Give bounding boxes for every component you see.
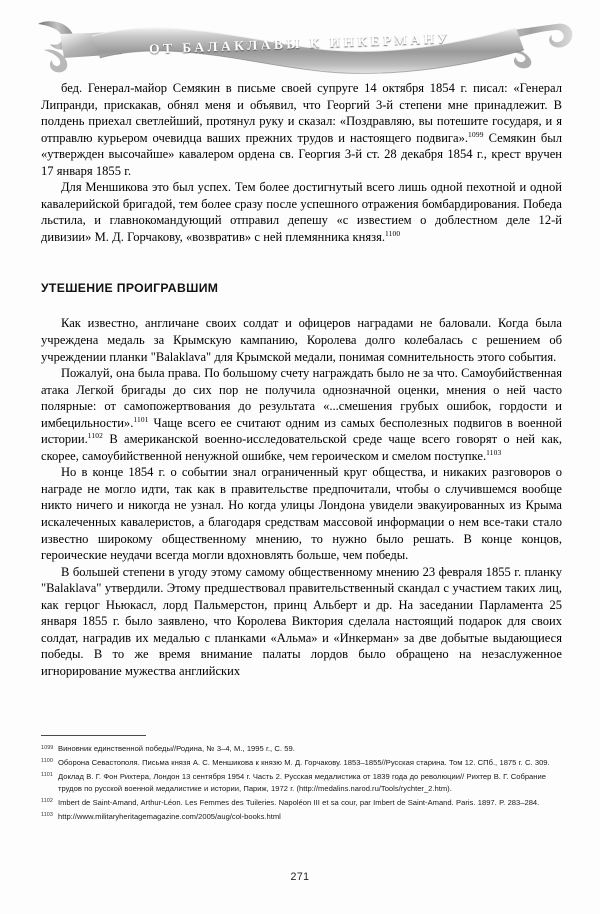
footnote-text: http://www.militaryheritagemagazine.com/2005/aug/col-books.html (58, 811, 281, 821)
paragraph-4-part-c: В американской военно-исследовательской среде чаще всего говорят о ней как, скорее, самоубийственной ненужной ошибке, чем героическом и смелом поступке. (41, 432, 562, 463)
section-heading: УТЕШЕНИЕ ПРОИГРАВШИМ (41, 281, 219, 296)
footnote-number: 1101 (41, 772, 53, 779)
paragraph-4-part-a: Пожалуй, она была права. По большому счету награждать было не за что. Самоубийственная атака Легкой бригады до сих пор не получила однозначной оценки, мнения о ней часто полярные: от самопожертвования до результата «...смешения грубых ошибок, гордости и имбецильности». (41, 366, 562, 430)
heading-spacer-top (41, 245, 562, 281)
footnote-ref-1103[interactable]: 1103 (486, 447, 502, 457)
paragraph-1 (41, 80, 562, 179)
footnote-number: 1103 (41, 812, 53, 819)
running-head-ribbon (0, 10, 600, 78)
footnote-ref-1099[interactable]: 1099 (468, 129, 484, 139)
running-head-text: ОТ БАЛАКЛАВЫ К ИНКЕРМАНУ (148, 30, 452, 57)
heading-spacer-bottom (41, 295, 562, 315)
footnote-item (41, 797, 562, 809)
footnote-item (41, 757, 562, 769)
page-number: 271 (290, 871, 310, 883)
paragraph-4-part-b: Чаще всего ее считают одним из самых бесполезных подвигов в военной истории. (41, 415, 562, 447)
footnote-ref-1102[interactable]: 1102 (87, 431, 104, 441)
footnote-item (41, 743, 562, 755)
paragraph-1-tail: Семякин был «утвержден высочайше» кавалером ордена св. Георгия 3-й ст. 28 декабря 1854 г., крест вручен 17 января 1855 г. (41, 130, 563, 178)
paragraph-4 (41, 365, 562, 464)
paragraph-5: Но в конце 1854 г. о событии знал ограниченный круг общества, и никаких разговоров о награде не могло идти, так как в правительстве предпочитали, чтобы о случившемся вообще никто ничего и никогда не узнал. Но когда улицы Лондона увидели эвакуированных из Крыма искалеченных кавалеристов, а благодаря средствам массовой информации о нем все-таки стало известно широкому общественному мнению, то нужно было решать. В конце концов, героические неудачи всегда могли вдохновлять больше, чем победы. (41, 465, 562, 563)
footnote-number: 1099 (41, 744, 54, 751)
footnote-item (41, 811, 562, 823)
body-text-column (41, 80, 562, 680)
footnote-separator-rule (41, 735, 146, 736)
footnote-ref-1101[interactable]: 1101 (133, 414, 149, 424)
footnote-text: Виновник единственной победы//Родина, № 3–4, М., 1995 г., С. 59. (58, 744, 295, 753)
footnote-ref-1100[interactable]: 1100 (385, 228, 401, 238)
footnote-text: Оборона Севастополя. Письма князя А. С. Меншикова к князю М. Д. Горчакову. 1853–1855//Русская старина. Том 12. СПб., 1875 г. С. 309. (58, 757, 550, 767)
paragraph-1-text: бед. Генерал-майор Семякин в письме своей супруге 14 октября 1854 г. писал: «Генерал Липранди, прискакав, обнял меня и объявил, что Георгий 3-й степени мне принадлежит. В полдень приехал светлейший, протянул руку и сказал: «Поздравляю, вы потешите государя, и я отправлю курьером очевидца ваших прежних трудов и настоящего подвига». (41, 81, 562, 145)
paragraph-3: Как известно, англичане своих солдат и офицеров наградами не баловали. Когда была учреждена медаль за Крымскую кампанию, Королева долго колебалась с решением об учреждении планки "Balaklava" для Крымской медали, понимая сомнительность этого события. (41, 316, 562, 364)
footnotes-block (41, 735, 562, 825)
footnote-number: 1100 (41, 758, 53, 765)
paragraph-2-text: Для Меншикова это был успех. Тем более достигнутый всего лишь одной пехотной и одной кавалерийской бригадой, тем более сразу после успешного отражения бомбардирования. Победа льстила, и главнокомандующий отправил депешу «с известием о доблестном деле 12-й дивизии» М. Д. Горчакову, «возвратив» с ней племянника князя. (41, 180, 562, 244)
paragraph-2 (41, 179, 562, 245)
paragraph-6: В большей степени в угоду этому самому общественному мнению 23 февраля 1855 г. планку "Balaklava" утвердили. Этому предшествовал правительственный скандал с участием таких лиц, как герцог Ньюкасл, лорд Пальмерстон, принц Альберт и др. На заседании Парламента 25 января 1855 г. было заявлено, что Королева Виктория сделала настоящий подарок для своих солдат, наградив их медалью с планками «Альма» и «Инкерман» за две добытые выдающиеся победы. В то же время внимание палаты лордов было обращено на незаслуженное игнорирование мужества английских (41, 564, 562, 678)
footnote-text: Доклад В. Г. Фон Рихтера, Лондон 13 сентября 1954 г. Часть 2. Русская медалистика от 1839 года до революции// Рихтер В. Г. Собрание трудов по русской военной медалистике и истории, Париж, 1972 г. (http://medalins.narod.ru/Tools/rychter_2.htm). (58, 771, 546, 793)
footnote-text: Imbert de Saint-Amand, Arthur-Léon. Les Femmes des Tuileries. Napoléon III et sa cour, par Imbert de Saint-Amand. Paris. 1897. P. 283–284. (58, 797, 540, 807)
footnote-number: 1102 (41, 798, 53, 805)
footnote-item (41, 771, 562, 794)
